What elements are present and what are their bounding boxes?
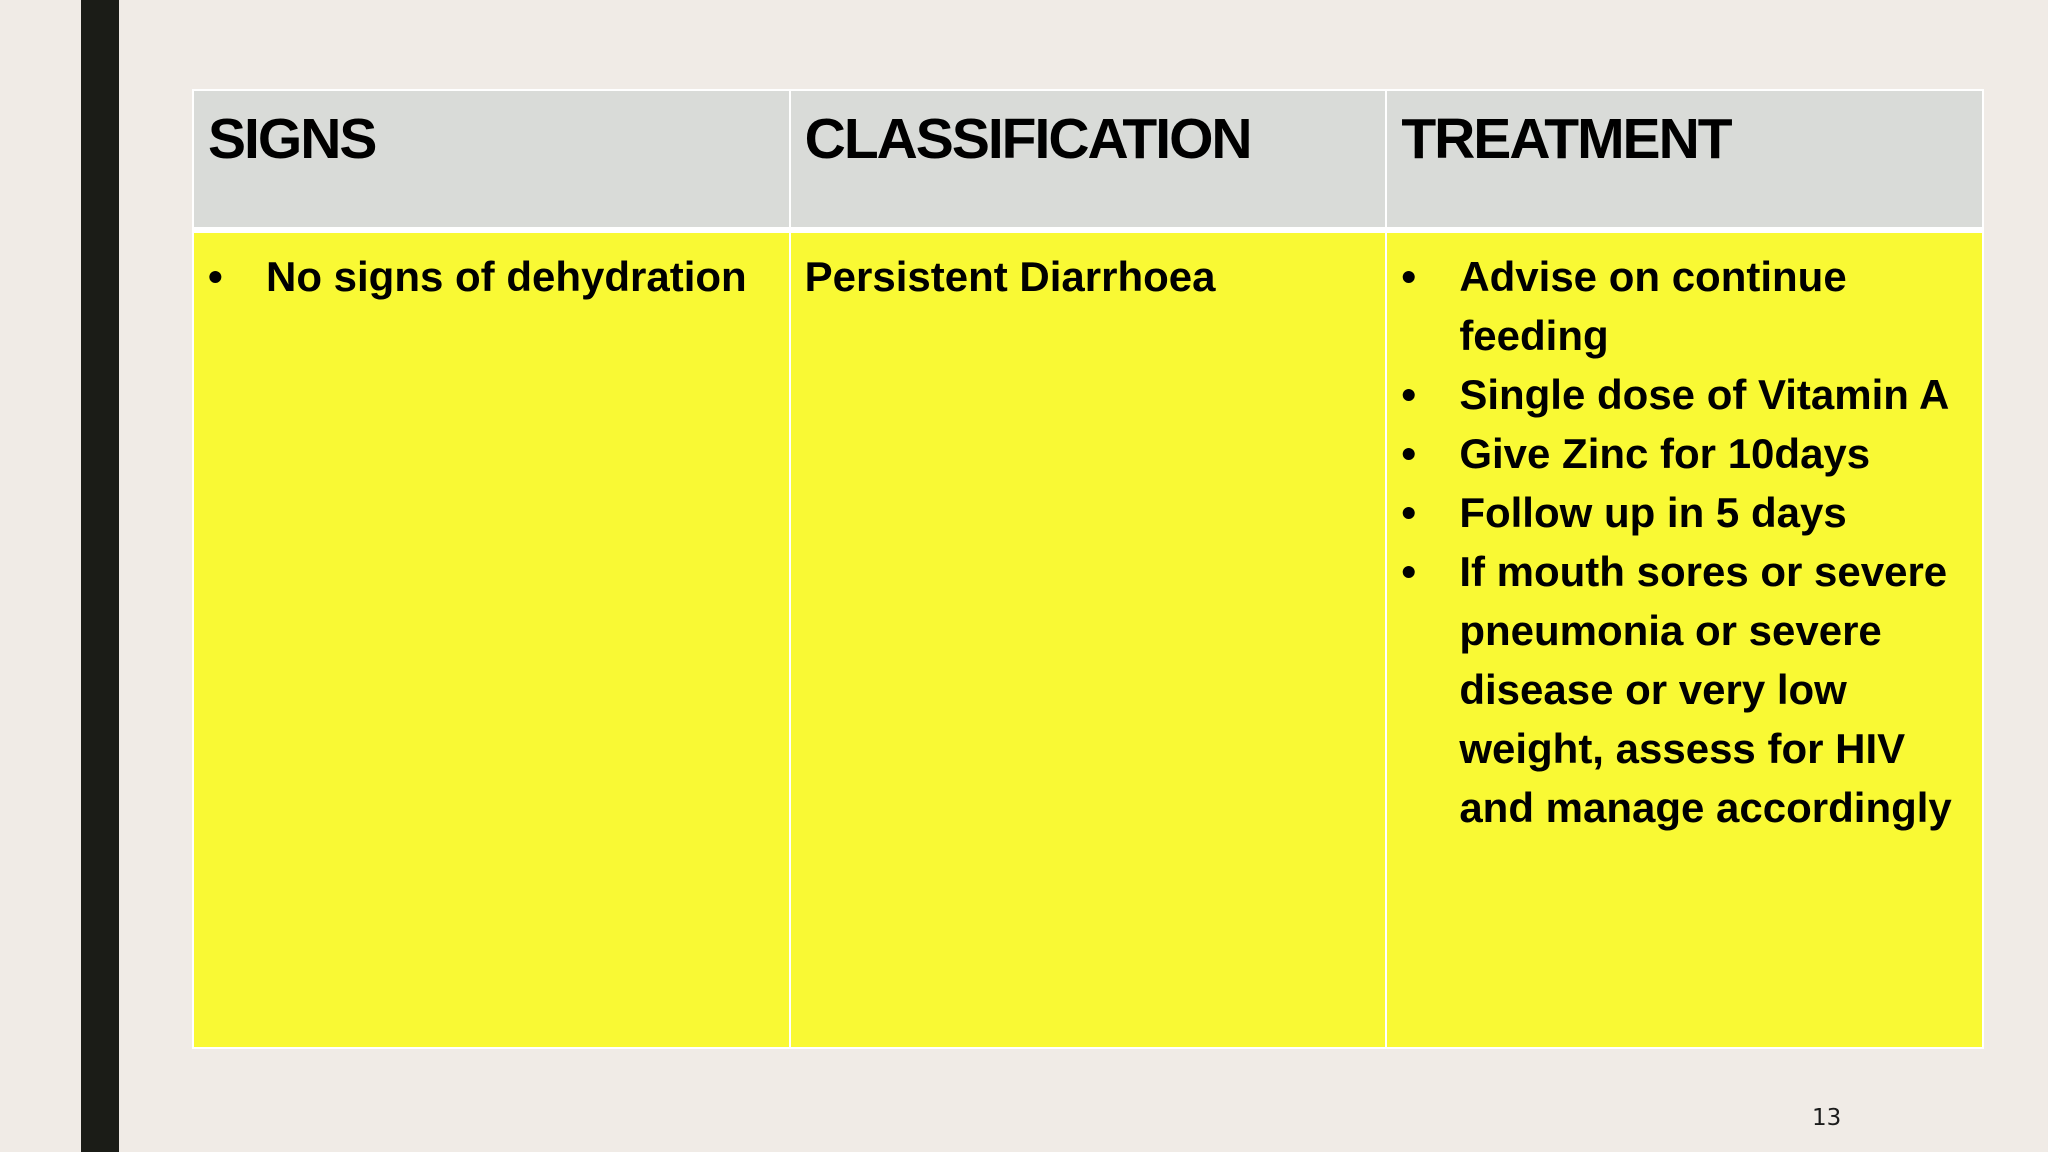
treatment-table [192,89,1984,1049]
signs-item: • No signs of dehydration [208,247,773,306]
table-header-row [193,90,1983,230]
header-classification: CLASSIFICATION [790,90,1387,230]
treatment-item: • Single dose of Vitamin A [1401,365,1966,424]
slide-accent-bar [81,0,119,1152]
treatment-cell [1386,230,1983,1048]
treatment-item: • If mouth sores or severe pneumonia or severe disease or very low weight, assess for HIV and manage accordingly [1401,542,1966,837]
treatment-item: • Advise on continue feeding [1401,247,1966,365]
table-row [193,230,1983,1048]
treatment-list [1401,247,1966,837]
signs-list [208,247,773,306]
treatment-item: • Follow up in 5 days [1401,483,1966,542]
header-treatment: TREATMENT [1386,90,1983,230]
treatment-item: • Give Zinc for 10days [1401,424,1966,483]
classification-text: Persistent Diarrhoea [804,253,1216,300]
classification-cell [790,230,1387,1048]
page-number: 13 [1812,1105,1842,1131]
header-signs: SIGNS [193,90,790,230]
signs-cell [193,230,790,1048]
